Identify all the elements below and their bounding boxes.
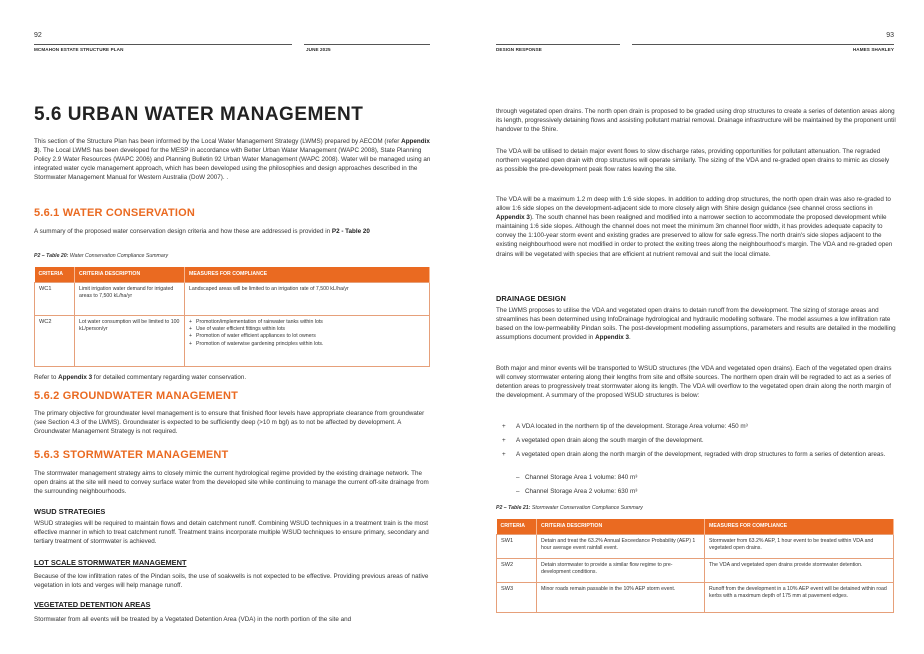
table-header-row xyxy=(497,519,894,534)
criteria-description: Lot water consumption will be limited to 100 kL/person/yr xyxy=(75,315,185,366)
criteria-id: SW3 xyxy=(497,582,537,612)
list-item: – Channel Storage Area 1 volume: 840 m³ xyxy=(516,474,638,481)
list-item: + A VDA located in the northern tip of the development. Storage Area volume: 450 m³ xyxy=(502,423,748,430)
col-header-description: CRITERIA DESCRIPTION xyxy=(537,519,705,534)
continuation-paragraph: through vegetated open drains. The north open drain is proposed to be graded using drop structures to create a series of detention areas along its length, progressively detaining flows and assisting pollutant matrial removal. Drainage infrastructure will be maintained by the proponent until handover to the Shire. xyxy=(496,108,896,134)
list-item: + Promotion of waterwise gardening principles within lots. xyxy=(189,341,425,348)
col-header-measures: MEASURES FOR COMPLIANCE xyxy=(185,267,430,282)
table-20-caption: P2 – Table 20: Water Conservation Compliance Summary xyxy=(34,253,169,259)
criteria-id: SW1 xyxy=(497,534,537,558)
header-author: HAMES SHARLEY xyxy=(852,47,894,52)
groundwater-paragraph: The primary objective for groundwater level management is to ensure that finished floor levels have appropriate clearance from groundwater (see Section 4.3 of the LWMS). Groundwater is expected to be sufficiently deep (>10 m bgl) as to not be affected by development. A Groundwater Management Strategy is not required. xyxy=(34,410,425,436)
table-row xyxy=(35,282,430,315)
list-item: + Promotion/implementation of rainwater tanks within lots xyxy=(189,319,425,326)
vegetated-detention-paragraph: Stormwater from all events will be treated by a Vegetated Detention Area (VDA) in the north portion of the site and xyxy=(34,616,352,623)
header-document-title: MCMAHON ESTATE STRUCTURE PLAN xyxy=(34,47,124,52)
running-header xyxy=(34,44,430,56)
heading-stormwater-management: 5.6.3 STORMWATER MANAGEMENT xyxy=(34,449,229,461)
heading-groundwater-management: 5.6.2 GROUNDWATER MANAGEMENT xyxy=(34,390,239,402)
table-header-row xyxy=(35,267,430,282)
heading-wsud-strategies: WSUD STRATEGIES xyxy=(34,507,106,516)
table-21-caption: P2 – Table 21: Stormwater Conservation Compliance Summary xyxy=(496,505,643,511)
compliance-measure: Stormwater from 63.2% AEP, 1 hour event to be treated within VDA and vegetated open drains. xyxy=(705,534,894,558)
vda-paragraph: The VDA will be utilised to detain major event flows to slow discharge rates, providing opportunities for pollutant attenuation. The regraded northern vegetated open drain with drop structures will operate similarly. The sizing of the VDA and re-graded open drains to mimic as closely as possible the pre-development peak flow rates leaving the site. xyxy=(496,148,890,174)
compliance-measure: Landscaped areas will be limited to an irrigation rate of 7,500 kL/ha/yr xyxy=(185,282,430,315)
heading-drainage-design: DRAINAGE DESIGN xyxy=(496,294,566,303)
criteria-id: SW2 xyxy=(497,558,537,582)
compliance-measure: The VDA and vegetated open drains provide stormwater detention. xyxy=(705,558,894,582)
col-header-criteria: CRITERIA xyxy=(497,519,537,534)
criteria-description: Detain and treat the 63.2% Annual Exceedance Probability (AEP) 1 hour average event rainfall event. xyxy=(537,534,705,558)
wsud-structures-paragraph: Both major and minor events will be transported to WSUD structures (the VDA and vegetated open drains). Each of the vegetated open drains will convey stormwater entering along their lengths from site and offsite sources. The northern open drain will be regraded to act as a series of detention areas to progressively treat stormwater along its length. The VDA will overflow to the vegetated open drain along the north margin of the development. A summary of the proposed WSUD structures is below: xyxy=(496,365,892,400)
col-header-description: CRITERIA DESCRIPTION xyxy=(75,267,185,282)
header-date: JUNE 2025 xyxy=(306,47,331,52)
drainage-paragraph: The LWMS proposes to utilise the VDA and vegetated open drains to detain runoff from the development. The sizing of storage areas and streamlines has been determined using InfoDrainage hydrological and hydraulic modelling software. The model assumes a low infiltration rate based on the low-permeability Pindan soils. The post-development modelling assumptions, parameters and results are detailed in the modelling assumptions document provided in Appendix 3. xyxy=(496,307,896,342)
criteria-description: Minor roads remain passable in the 10% AEP storm event. xyxy=(537,582,705,612)
vda-design-paragraph: The VDA will be a maximum 1.2 m deep with 1:6 side slopes. In addition to adding drop structures, the north open drain was also re-graded to allow 1:6 side slopes on the development-adjacent side to more closely align with Shire design guidance (see channel cross sections in Appendix 3). The south channel has been realigned and modified into a narrower section to accommodate the proposed development while maintaining 1:6 side slopes. Although the channel does not meet the minimum 3m channel floor width, it has provides adequate capacity to convey the 1:100-year storm event and existing grades are preserved to allow for safe egress.The north drain's side slopes adjacent to the existing neighbourhood were not modified in order to protect the exiting trees along the neighbourhood's margin. The VDA and re-graded open drains will be vegetated with species that are efficient at nutrient removal and suit the local climate. xyxy=(496,196,893,258)
table-row xyxy=(497,534,894,558)
list-item: + A vegetated open drain along the north margin of the development, regraded with drop structures to form a series of detention areas. xyxy=(502,451,886,458)
stormwater-compliance-table xyxy=(496,519,894,613)
table-row xyxy=(497,582,894,612)
col-header-criteria: CRITERIA xyxy=(35,267,75,282)
col-header-measures: MEASURES FOR COMPLIANCE xyxy=(705,519,894,534)
running-header xyxy=(496,44,894,56)
table-row xyxy=(35,315,430,366)
list-item: + A vegetated open drain along the south margin of the development. xyxy=(502,437,704,444)
wsud-paragraph: WSUD strategies will be required to maintain flows and detain catchment runoff. Combining WSUD techniques in a treatment train is the most effective manner in which to treat catchment runoff. Treatment trains incorporate multiple WSUD techniques to ensure primary, secondary and tertiary treatment of stormwater is achieved. xyxy=(34,520,429,546)
right-page xyxy=(462,0,924,654)
compliance-measure: Runoff from the development in a 10% AEP event will be detained within road kerbs with a maximum depth of 175 mm at pavement edges. xyxy=(705,582,894,612)
criteria-description: Limit irrigation water demand for irrigated areas to 7,500 kL/ha/yr xyxy=(75,282,185,315)
list-item: + Use of water efficient fittings within lots xyxy=(189,326,425,333)
heading-lot-scale-stormwater: LOT SCALE STORMWATER MANAGEMENT xyxy=(34,558,187,567)
page-number: 93 xyxy=(886,32,894,39)
criteria-id: WC1 xyxy=(35,282,75,315)
criteria-id: WC2 xyxy=(35,315,75,366)
list-item: + Promotion of water efficient appliances to lot owners xyxy=(189,333,425,340)
water-conservation-paragraph: A summary of the proposed water conservation design criteria and how these are addressed is provided in P2 - Table 20 xyxy=(34,228,370,235)
section-title: 5.6 URBAN WATER MANAGEMENT xyxy=(34,104,364,125)
refer-appendix-paragraph: Refer to Appendix 3 for detailed commentary regarding water conservation. xyxy=(34,374,247,381)
intro-paragraph: This section of the Structure Plan has been informed by the Local Water Management Strategy (LWMS) prepared by AECOM (refer Appendix 3). The Local LWMS has been developed for the MESP in accordance with Better Urban Water Management (WAPC 2008), State Planning Policy 2.9 Water Resources (WAPC 2006) and Planning Bulletin 92 Urban Water Management (WAPC 2008). Water will be managed using an integrated water cycle management approach, which has been developed using the philosophies and design approaches described in the Stormwater Management Manual for Western Australia (DoW 2007). . xyxy=(34,138,431,182)
table-row xyxy=(497,558,894,582)
list-item: – Channel Storage Area 2 volume: 630 m³ xyxy=(516,488,638,495)
lot-scale-paragraph: Because of the low infiltration rates of the Pindan soils, the use of soakwells is not expected to be effective. Providing previous areas of native vegetation in lots and verges will help manage runoff. xyxy=(34,573,429,590)
stormwater-paragraph: The stormwater management strategy aims to closely mimic the current hydrological regime provided by the existing drainage network. The open drains at the site will need to convey surface water from the developed site while continuing to manage the current off-site drainage from the surrounding neighbourhoods. xyxy=(34,470,429,496)
header-chapter: DESIGN RESPONSE xyxy=(496,47,542,52)
compliance-measure xyxy=(185,315,430,366)
water-conservation-table xyxy=(34,267,430,367)
criteria-description: Detain stormwater to provide a similar flow regime to pre-development conditions. xyxy=(537,558,705,582)
heading-water-conservation: 5.6.1 WATER CONSERVATION xyxy=(34,207,196,219)
page-number: 92 xyxy=(34,32,42,39)
heading-vegetated-detention-areas: VEGETATED DETENTION AREAS xyxy=(34,600,151,609)
